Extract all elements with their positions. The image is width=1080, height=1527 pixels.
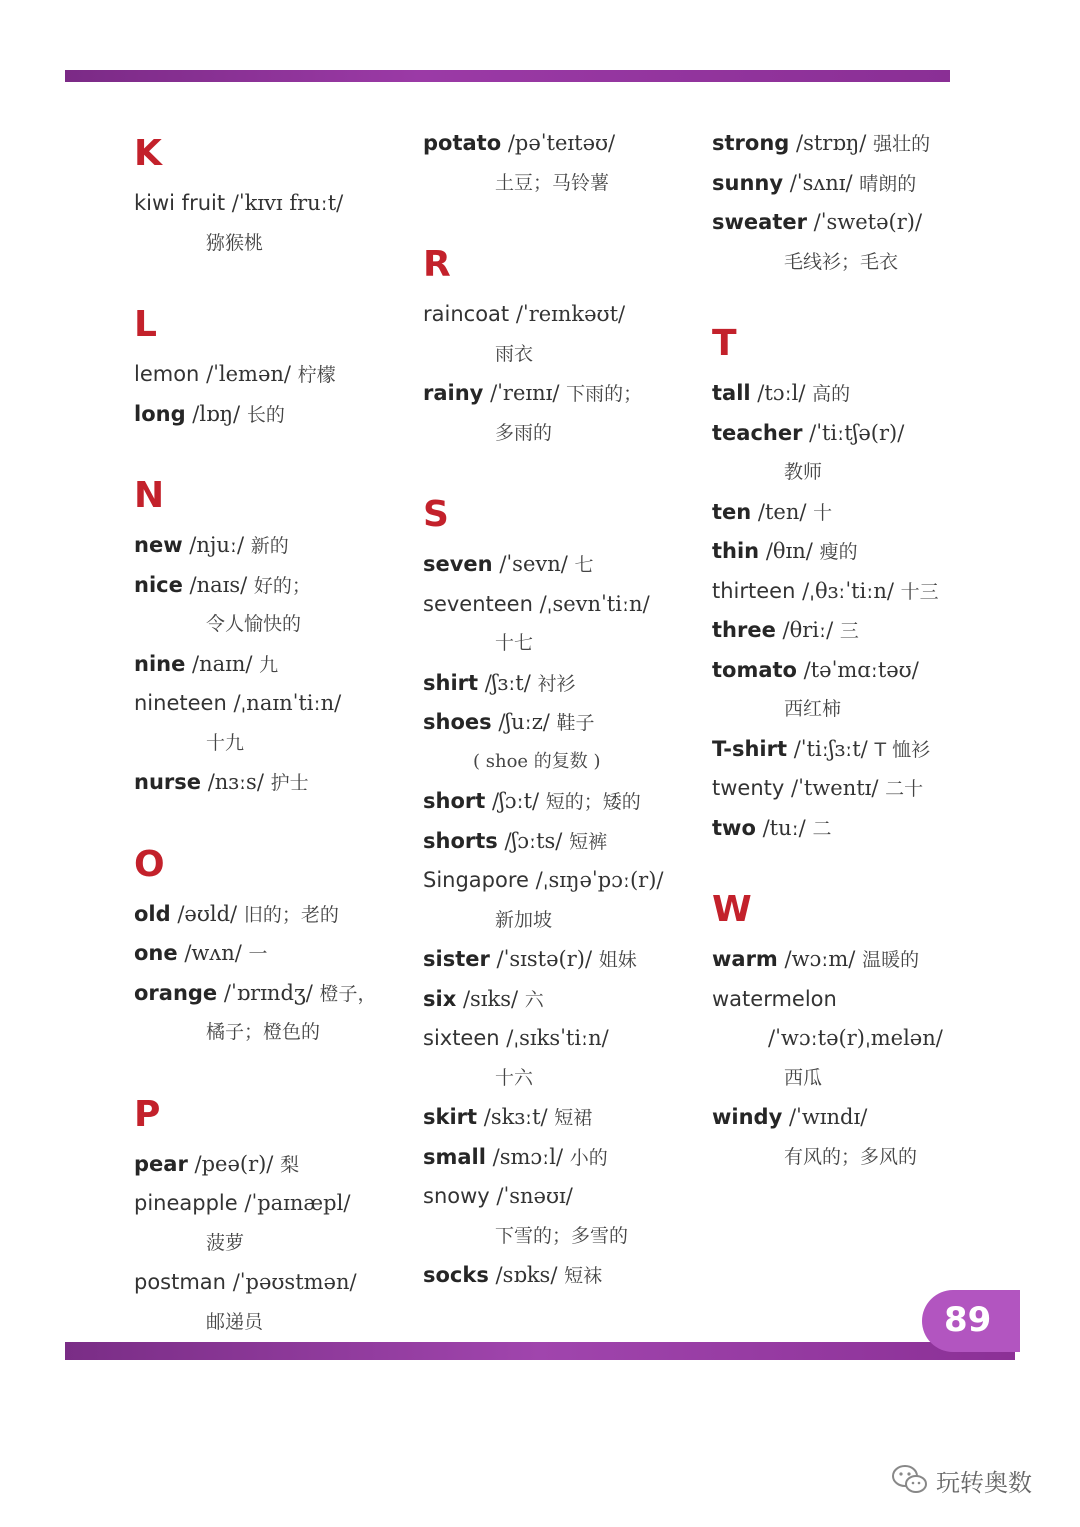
entry-phonetic: /ˈsevn/ bbox=[499, 552, 568, 576]
entry-meaning: 十六 bbox=[495, 1066, 534, 1089]
entry-word: nurse bbox=[134, 770, 201, 794]
entry-phonetic: /ˈtwentɪ/ bbox=[791, 776, 879, 800]
entry-phonetic: /ˈsʌnɪ/ bbox=[789, 170, 853, 195]
entry-note: ( shoe 的复数 ) bbox=[473, 750, 601, 772]
entry-meaning: 菠萝 bbox=[206, 1231, 245, 1254]
entry-word: seven bbox=[423, 552, 493, 576]
entry-word: postman bbox=[134, 1270, 226, 1294]
vocab-entry bbox=[712, 1102, 867, 1132]
entry-phonetic: /ˈlemən/ bbox=[206, 362, 291, 386]
vocab-entry bbox=[423, 1181, 573, 1211]
vocab-entry bbox=[712, 536, 858, 567]
section-letter-s: S bbox=[423, 494, 449, 535]
entry-word: sweater bbox=[712, 210, 807, 234]
vocab-entry bbox=[712, 813, 831, 844]
section-letter-k: K bbox=[134, 133, 162, 174]
vocab-entry bbox=[423, 707, 595, 738]
entry-meaning: 长的 bbox=[246, 403, 285, 426]
entry-phonetic: /tɔːl/ bbox=[757, 381, 806, 405]
vocab-entry bbox=[423, 378, 642, 409]
vocab-entry bbox=[712, 378, 850, 409]
entry-meaning: 七 bbox=[574, 554, 594, 576]
entry-word: socks bbox=[423, 1263, 489, 1287]
vocab-entry bbox=[423, 944, 637, 975]
entry-word: snowy bbox=[423, 1184, 490, 1208]
page-number: 89 bbox=[944, 1300, 992, 1340]
vocab-entry bbox=[134, 188, 343, 218]
entry-word: Singapore bbox=[423, 868, 529, 892]
entry-word: strong bbox=[712, 131, 790, 155]
entry-word: nine bbox=[134, 651, 186, 676]
entry-meaning: 有风的；多风的 bbox=[784, 1145, 918, 1168]
vocab-entry bbox=[134, 530, 289, 561]
vocab-entry bbox=[134, 570, 311, 601]
entry-phonetic: /ʃuːz/ bbox=[498, 710, 550, 734]
entry-meaning: 十 bbox=[813, 501, 833, 524]
entry-phonetic: /wɔːm/ bbox=[784, 947, 856, 971]
vocab-entry bbox=[134, 399, 285, 430]
vocab-entry bbox=[423, 299, 625, 329]
entry-meaning: 短裤 bbox=[569, 830, 608, 853]
entry-meaning: 土豆；马铃薯 bbox=[495, 171, 610, 194]
entry-meaning: 新加坡 bbox=[495, 908, 553, 931]
entry-word: raincoat bbox=[423, 302, 510, 326]
section-letter-p: P bbox=[134, 1093, 161, 1135]
entry-phonetic: /sɪks/ bbox=[462, 986, 519, 1011]
entry-word: tomato bbox=[712, 657, 797, 682]
entry-meaning: 新的 bbox=[250, 535, 289, 557]
entry-meaning: 梨 bbox=[280, 1153, 300, 1176]
entry-phonetic: /ˌsɪŋəˈpɔː(r)/ bbox=[535, 868, 664, 892]
vocab-entry bbox=[423, 984, 544, 1015]
vocab-entry bbox=[423, 549, 594, 580]
vocab-entry bbox=[712, 497, 832, 528]
entry-word: shorts bbox=[423, 828, 498, 853]
section-letter-o: O bbox=[134, 843, 165, 885]
wechat-icon bbox=[890, 1462, 930, 1498]
entry-phonetic: /lɒŋ/ bbox=[192, 401, 241, 426]
entry-meaning: 旧的；老的 bbox=[243, 903, 339, 926]
watermark-text: 玩转奥数 bbox=[936, 1468, 1032, 1497]
entry-word: potato bbox=[423, 131, 502, 155]
entry-word: T-shirt bbox=[712, 736, 787, 761]
entry-meaning: 西红柿 bbox=[784, 698, 842, 720]
entry-phonetic: /ʃɜːt/ bbox=[484, 670, 531, 695]
vocab-entry bbox=[423, 1260, 602, 1291]
entry-phonetic: /skɜːt/ bbox=[483, 1105, 548, 1129]
entry-meaning: 短裙 bbox=[554, 1107, 593, 1129]
vocab-entry bbox=[134, 978, 377, 1009]
section-letter-w: W bbox=[712, 889, 752, 930]
vocab-entry bbox=[712, 944, 919, 975]
entry-word: nineteen bbox=[134, 691, 227, 715]
entry-phonetic: /ˈsnəʊɪ/ bbox=[496, 1184, 573, 1208]
entry-phonetic: /njuː/ bbox=[189, 533, 245, 557]
entry-word: thin bbox=[712, 539, 760, 563]
entry-phonetic: /ˌnaɪnˈtiːn/ bbox=[233, 691, 342, 715]
entry-meaning: 短袜 bbox=[564, 1265, 603, 1287]
vocab-entry bbox=[423, 589, 650, 619]
entry-meaning: 晴朗的 bbox=[859, 172, 917, 195]
entry-phonetic: /ˈreɪnɪ/ bbox=[490, 381, 560, 405]
entry-meaning: 六 bbox=[524, 988, 544, 1011]
entry-word: nice bbox=[134, 572, 183, 597]
entry-phonetic: /naɪs/ bbox=[189, 572, 248, 597]
entry-phonetic: /ˈɒrɪndʒ/ bbox=[223, 980, 313, 1005]
vocab-entry bbox=[423, 668, 576, 699]
entry-word: short bbox=[423, 789, 486, 813]
vocab-entry bbox=[134, 1188, 350, 1218]
entry-phonetic: /smɔːl/ bbox=[492, 1144, 564, 1169]
vocab-entry bbox=[712, 984, 837, 1014]
vocab-entry bbox=[712, 773, 923, 804]
entry-meaning: 下雪的；多雪的 bbox=[495, 1224, 629, 1247]
entry-phonetic: /ˈreɪnkəʊt/ bbox=[515, 302, 626, 326]
section-letter-r: R bbox=[423, 244, 451, 285]
entry-phonetic: /ˌsɪksˈtiːn/ bbox=[506, 1026, 609, 1050]
entry-phonetic: /pəˈteɪtəʊ/ bbox=[507, 131, 616, 155]
entry-word: seventeen bbox=[423, 591, 533, 616]
entry-meaning: 温暖的 bbox=[862, 949, 920, 971]
entry-meaning: 高的 bbox=[812, 383, 851, 405]
entry-meaning: 一 bbox=[248, 943, 268, 965]
entry-meaning: 护士 bbox=[270, 772, 309, 794]
vocab-entry bbox=[423, 128, 615, 158]
entry-phonetic: /θɪn/ bbox=[765, 539, 813, 563]
entry-word: small bbox=[423, 1144, 486, 1169]
entry-meaning: 好的； bbox=[253, 574, 311, 597]
entry-meaning: 猕猴桃 bbox=[206, 231, 264, 254]
entry-phonetic: /ˈpaɪnæpl/ bbox=[244, 1191, 351, 1215]
entry-phonetic: /ˈwɔːtə(r)ˌmelən/ bbox=[768, 1026, 943, 1050]
entry-phonetic: /ˌsevnˈtiːn/ bbox=[539, 591, 650, 616]
vocab-entry bbox=[134, 649, 278, 680]
entry-word: long bbox=[134, 401, 186, 426]
entry-phonetic: /ˈpəʊstmən/ bbox=[232, 1270, 357, 1294]
entry-phonetic: /peə(r)/ bbox=[194, 1151, 274, 1176]
entry-word: sunny bbox=[712, 170, 784, 195]
vocab-entry bbox=[712, 168, 916, 199]
entry-phonetic: /wʌn/ bbox=[184, 941, 242, 965]
entry-word: sister bbox=[423, 947, 490, 971]
entry-meaning: 九 bbox=[259, 653, 279, 676]
entry-phonetic: /nɜːs/ bbox=[207, 770, 264, 794]
entry-word: shoes bbox=[423, 710, 492, 734]
section-letter-n: N bbox=[134, 475, 165, 516]
entry-word: teacher bbox=[712, 420, 803, 445]
vocab-entry bbox=[134, 1267, 357, 1297]
watermark bbox=[890, 1460, 1060, 1500]
vocab-entry bbox=[423, 786, 641, 817]
entry-phonetic: /əʊld/ bbox=[177, 901, 238, 926]
entry-word: two bbox=[712, 815, 756, 840]
entry-meaning: 橙子， bbox=[319, 982, 377, 1005]
entry-phonetic: /ˈtiːtʃə(r)/ bbox=[809, 420, 905, 445]
entry-word: one bbox=[134, 941, 178, 965]
entry-phonetic: /ten/ bbox=[757, 499, 807, 524]
entry-word: kiwi fruit bbox=[134, 191, 226, 215]
entry-phonetic: /ˈkɪvɪ fruːt/ bbox=[231, 191, 344, 215]
entry-phonetic: /ʃɔːts/ bbox=[504, 828, 563, 853]
entry-meaning: 二十 bbox=[885, 778, 924, 800]
entry-meaning: 小的 bbox=[569, 1146, 608, 1169]
entry-word: six bbox=[423, 986, 457, 1011]
entry-meaning: 毛线衫；毛衣 bbox=[784, 250, 899, 273]
entry-meaning: 下雨的； bbox=[566, 383, 643, 405]
vocab-entry bbox=[712, 615, 859, 646]
vocab-entry bbox=[134, 1149, 299, 1180]
entry-phonetic: /təˈmɑːtəʊ/ bbox=[803, 657, 919, 682]
entry-word: rainy bbox=[423, 381, 484, 405]
section-letter-l: L bbox=[134, 304, 157, 345]
entry-word: new bbox=[134, 533, 183, 557]
vocab-entry bbox=[712, 576, 939, 607]
entry-word: warm bbox=[712, 947, 778, 971]
entry-meaning: 多雨的 bbox=[495, 421, 553, 444]
entry-meaning: 鞋子 bbox=[556, 712, 595, 734]
entry-meaning: 十三 bbox=[900, 580, 939, 603]
entry-word: thirteen bbox=[712, 578, 796, 603]
vocab-entry bbox=[423, 1142, 608, 1173]
vocab-entry bbox=[134, 767, 309, 798]
vocab-entry bbox=[423, 865, 664, 895]
entry-meaning: 二 bbox=[812, 817, 832, 840]
entry-phonetic: /strɒŋ/ bbox=[796, 131, 867, 155]
entry-word: shirt bbox=[423, 670, 479, 695]
bottom-decorative-bar bbox=[65, 1342, 1015, 1360]
vocab-entry bbox=[423, 1102, 592, 1133]
entry-meaning: 姐妹 bbox=[598, 949, 637, 971]
entry-meaning: 十九 bbox=[206, 731, 245, 754]
entry-meaning: T 恤衫 bbox=[874, 738, 931, 761]
entry-meaning: 强壮的 bbox=[873, 133, 931, 155]
entry-word: twenty bbox=[712, 776, 785, 800]
entry-phonetic: /ˈswetə(r)/ bbox=[813, 210, 923, 234]
entry-meaning: 十七 bbox=[495, 632, 534, 654]
entry-meaning: 衬衫 bbox=[537, 672, 576, 695]
entry-word: old bbox=[134, 901, 171, 926]
entry-phonetic: /ˈtiːʃɜːt/ bbox=[793, 736, 868, 761]
vocab-entry bbox=[134, 899, 339, 930]
entry-phonetic: /θriː/ bbox=[782, 618, 834, 642]
entry-word: lemon bbox=[134, 362, 200, 386]
entry-word: windy bbox=[712, 1105, 783, 1129]
vocab-entry bbox=[712, 418, 904, 448]
entry-meaning: 三 bbox=[839, 620, 859, 642]
vocab-entry bbox=[712, 128, 930, 159]
entry-phonetic: /ʃɔːt/ bbox=[491, 789, 540, 813]
entry-meaning: 雨衣 bbox=[495, 342, 534, 365]
entry-word: skirt bbox=[423, 1105, 478, 1129]
entry-phonetic: /sɒks/ bbox=[495, 1263, 558, 1287]
entry-word: ten bbox=[712, 499, 752, 524]
entry-word: pear bbox=[134, 1151, 188, 1176]
entry-word: watermelon bbox=[712, 986, 837, 1011]
vocab-entry bbox=[712, 734, 930, 765]
entry-meaning: 令人愉快的 bbox=[206, 613, 302, 635]
entry-word: sixteen bbox=[423, 1026, 500, 1050]
entry-meaning: 邮递员 bbox=[206, 1310, 264, 1333]
entry-word: pineapple bbox=[134, 1191, 238, 1215]
entry-phonetic: /tuː/ bbox=[762, 815, 806, 840]
entry-phonetic: /ˌθɜːˈtiːn/ bbox=[802, 578, 894, 603]
vocab-entry bbox=[134, 938, 268, 969]
entry-meaning: 短的；矮的 bbox=[545, 791, 641, 813]
entry-word: three bbox=[712, 618, 776, 642]
vocab-entry bbox=[423, 1023, 609, 1053]
entry-meaning: 柠檬 bbox=[297, 364, 336, 386]
vocab-entry bbox=[134, 688, 341, 718]
top-decorative-bar bbox=[65, 70, 950, 82]
entry-phonetic: /naɪn/ bbox=[192, 651, 253, 676]
entry-phonetic: /ˈsɪstə(r)/ bbox=[496, 947, 593, 971]
entry-word: tall bbox=[712, 381, 751, 405]
section-letter-t: T bbox=[712, 323, 737, 364]
entry-phonetic: /ˈwɪndɪ/ bbox=[788, 1105, 868, 1129]
entry-meaning: 西瓜 bbox=[784, 1066, 823, 1089]
vocab-entry bbox=[423, 826, 607, 857]
entry-word: orange bbox=[134, 980, 218, 1005]
vocab-entry bbox=[712, 207, 922, 237]
vocab-entry bbox=[134, 359, 336, 390]
entry-meaning: 瘦的 bbox=[819, 541, 858, 563]
entry-meaning: 橘子；橙色的 bbox=[206, 1021, 321, 1043]
entry-meaning: 教师 bbox=[784, 461, 823, 483]
vocab-entry bbox=[712, 655, 919, 685]
